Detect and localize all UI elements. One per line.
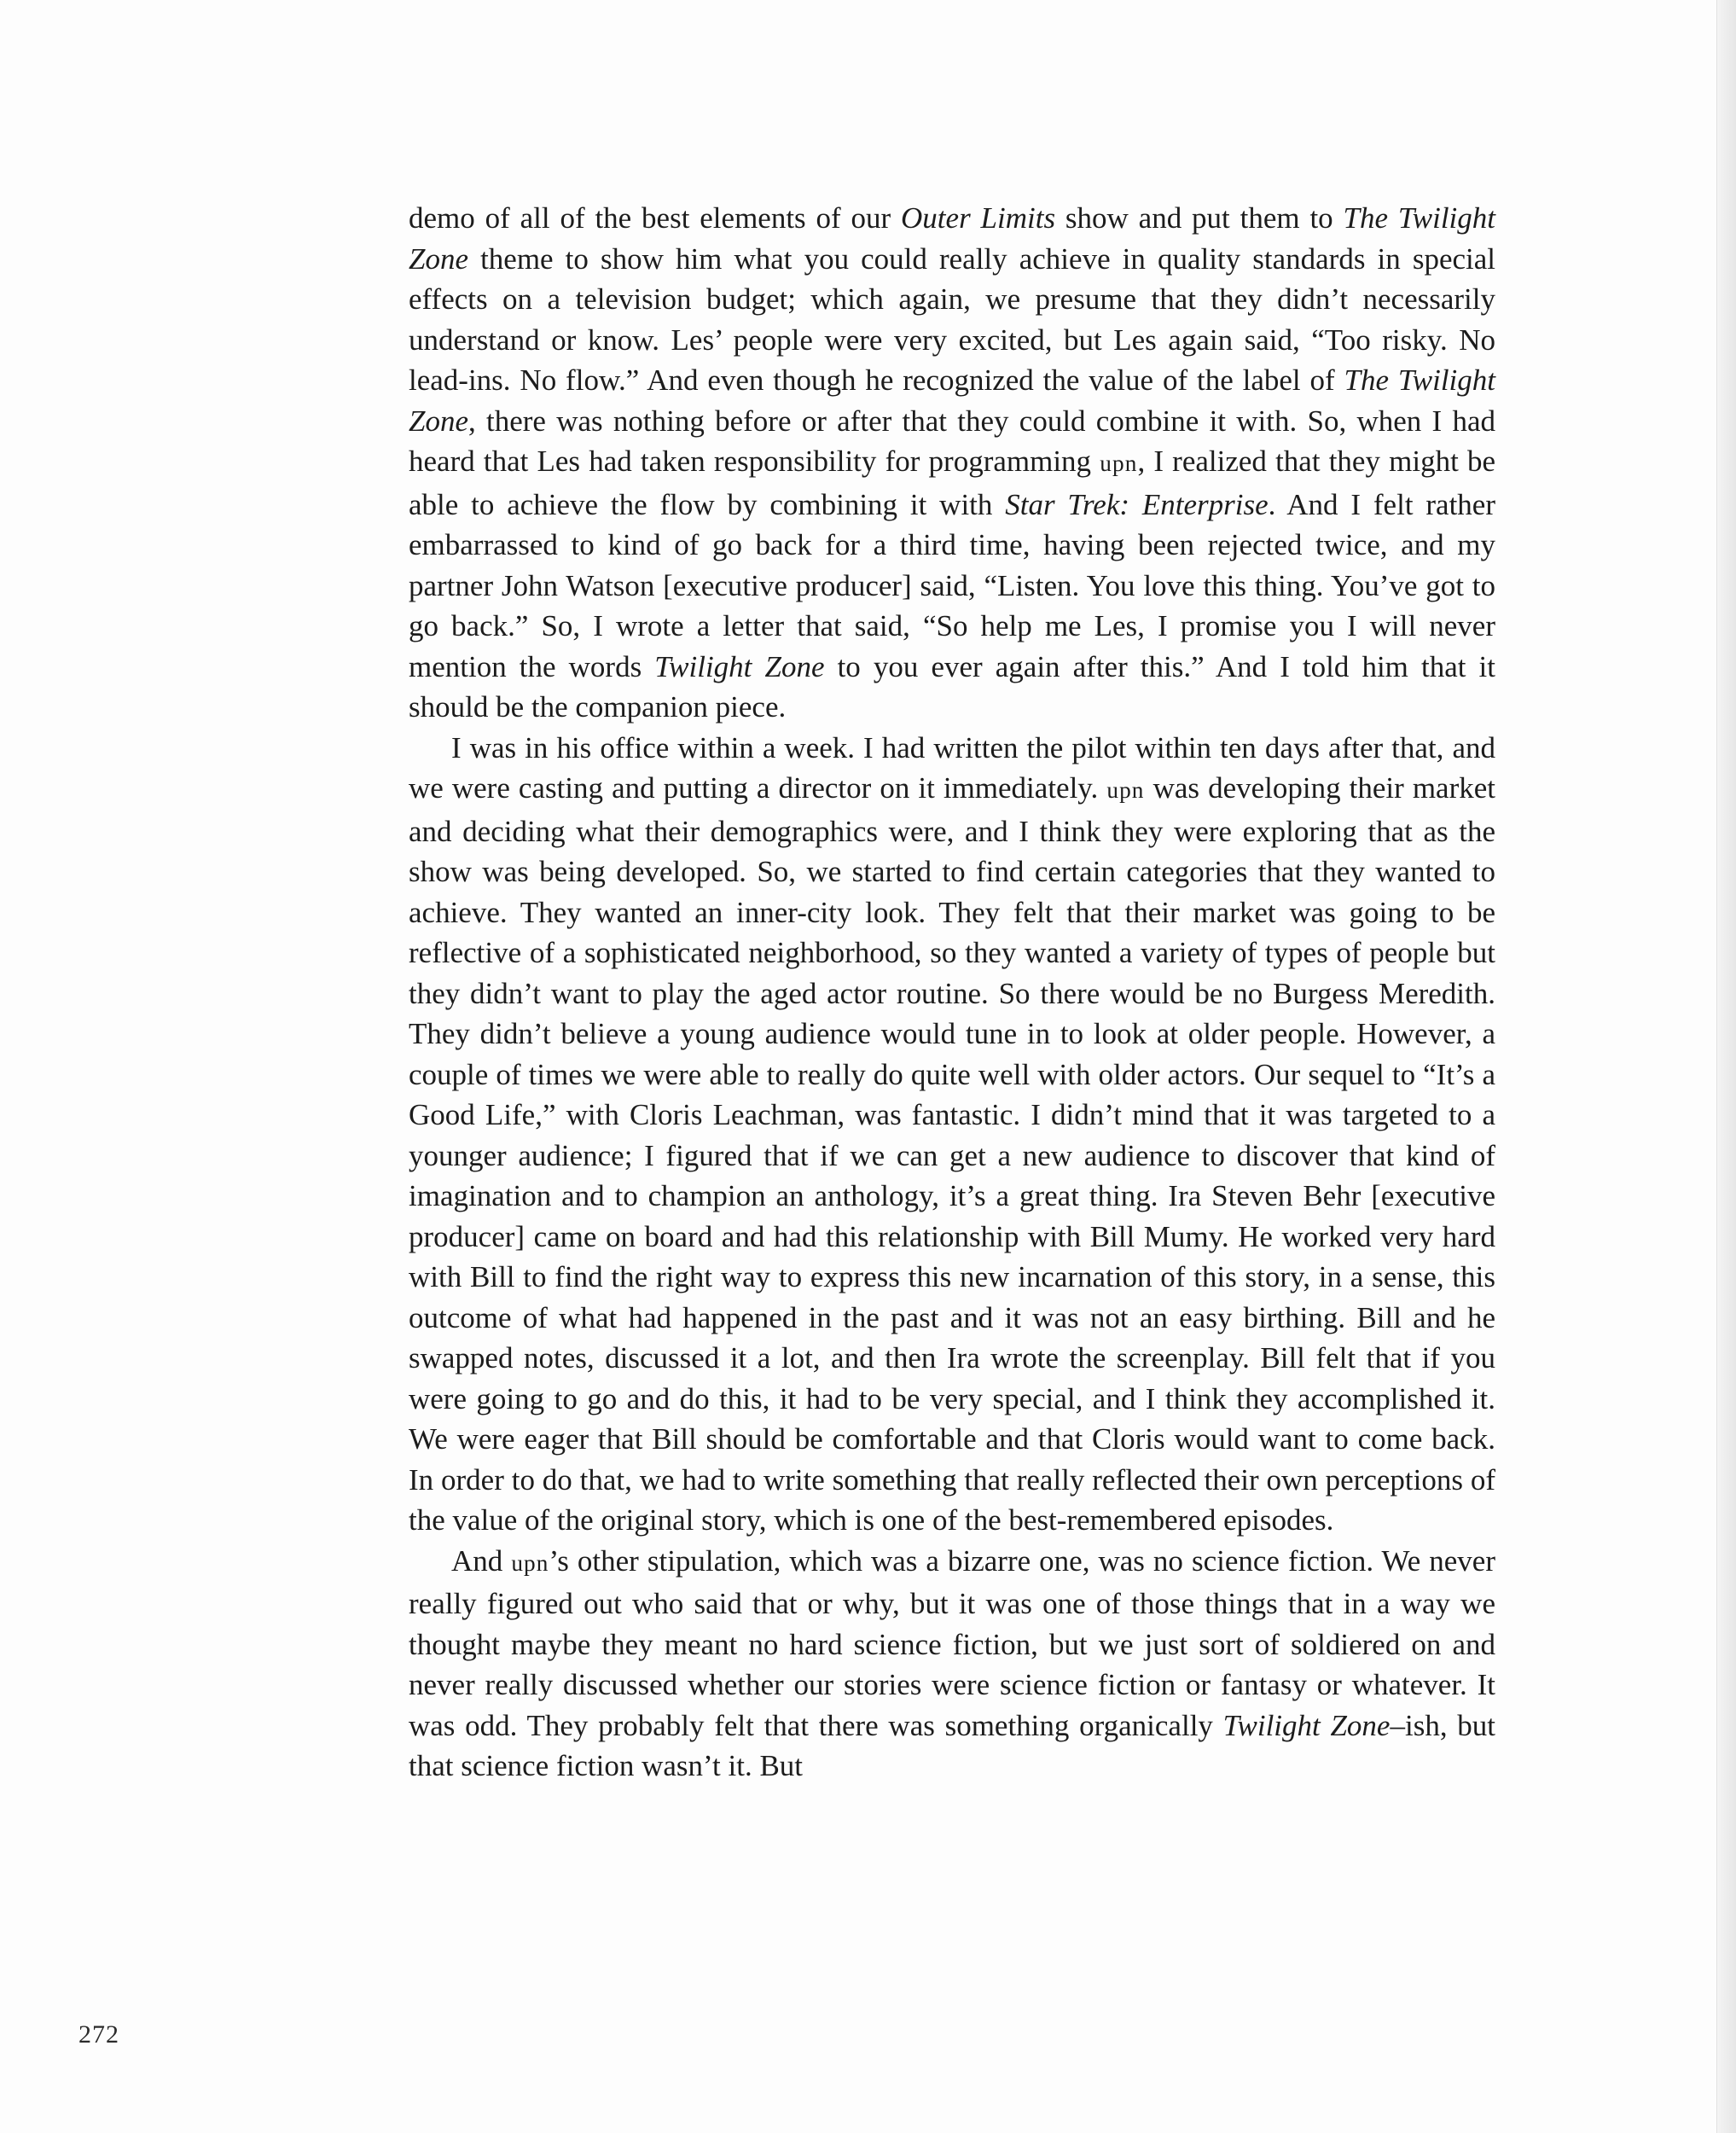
text-run: –ish, but that science fiction wasn’t it. But (409, 1708, 1495, 1782)
text-run: show and put them to (1055, 201, 1344, 235)
paragraph (409, 198, 1495, 728)
body-text (409, 198, 1495, 1787)
italic-title: Outer Limits (901, 201, 1056, 235)
text-run: ’s other stipulation, which was a bizarre one, was no science fiction. We never really figured out who said that or why, but it was one of those things that in a way we thought maybe they meant no hard science fiction, but we just sort of soldiered on and never really discussed whether our stories were science fiction or fantasy or whatever. It was odd. They probably felt that there was something organically (409, 1543, 1495, 1742)
text-run: I was in his office within a week. I had written the pilot within ten days after that, and we were casting and putting a director on it immediately. (409, 730, 1495, 805)
text-run: to you ever again after this.” And I told him that it should be the companion piece. (409, 649, 1496, 724)
paragraph (409, 1541, 1495, 1787)
text-run: And (451, 1543, 512, 1578)
text-run: demo of all of the best elements of our (409, 201, 902, 235)
small-caps-abbreviation: upn (511, 1549, 549, 1576)
page-edge (1716, 0, 1736, 2133)
small-caps-abbreviation: upn (1100, 450, 1138, 476)
small-caps-abbreviation: upn (1106, 777, 1145, 803)
italic-title: Star Trek: Enterprise (1005, 487, 1269, 521)
italic-title: The Twilight Zone (409, 363, 1495, 438)
text-run: . And I felt rather embarrassed to kind of go back for a third time, having been rejected twice, and my partner John Watson [executive producer] said, “Listen. You love this thing. You’ve got to go back.” So, I wrote a letter that said, “So help me Les, I promise you I will never mention the words (409, 487, 1495, 683)
italic-title: The Twilight Zone (409, 201, 1495, 276)
italic-title: Twilight Zone (1222, 1708, 1391, 1742)
text-run: , I realized that they might be able to achieve the flow by combining it with (409, 445, 1495, 521)
text-run: was developing their market and deciding what their demographics were, and I think they were exploring that as the show was being developed. So, we started to find certain categories that they wanted to achieve. They wanted an inner-city look. They felt that their market was going to be reflective of a sophisticated neighborhood, so they wanted a variety of types of people but they didn’t want to play the aged actor routine. So there would be no Burgess Meredith. They didn’t believe a young audience would tune in to look at older people. However, a couple of times we were able to really do quite well with older actors. Our sequel to “It’s a Good Life,” with Cloris Leachman, was fantastic. I didn’t mind that it was targeted to a younger audience; I figured that if we can get a new audience to discover that kind of imagination and to champion an anthology, it’s a great thing. Ira Steven Behr [executive producer] came on board and had this relationship with Bill Mumy. He worked very hard with Bill to find the right way to express this new incarnation of this story, in a sense, this outcome of what had happened in the past and it was not an easy birthing. Bill and he swapped notes, discussed it a lot, and then Ira wrote the screenplay. Bill felt that if you were going to go and do this, it had to be very special, and I think they accomplished it. We were eager that Bill should be comfortable and that Cloris would want to come back. In order to do that, we had to write something that really reflected their own perceptions of the value of the original story, which is one of the best-remembered episodes. (409, 771, 1495, 1537)
page-number: 272 (78, 2020, 119, 2049)
paragraph (409, 728, 1495, 1541)
italic-title: Twilight Zone (654, 649, 825, 683)
text-run: theme to show him what you could really achieve in quality standards in special effects on a television budget; which again, we presume that they didn’t necessarily understand or know. Les’ people were very excited, but Les again said, “Too risky. No lead-ins. No flow.” And even though he recognized the value of the label of (409, 241, 1495, 397)
text-run: , there was nothing before or after that they could combine it with. So, when I had heard that Les had taken responsibility for programming (409, 404, 1495, 478)
